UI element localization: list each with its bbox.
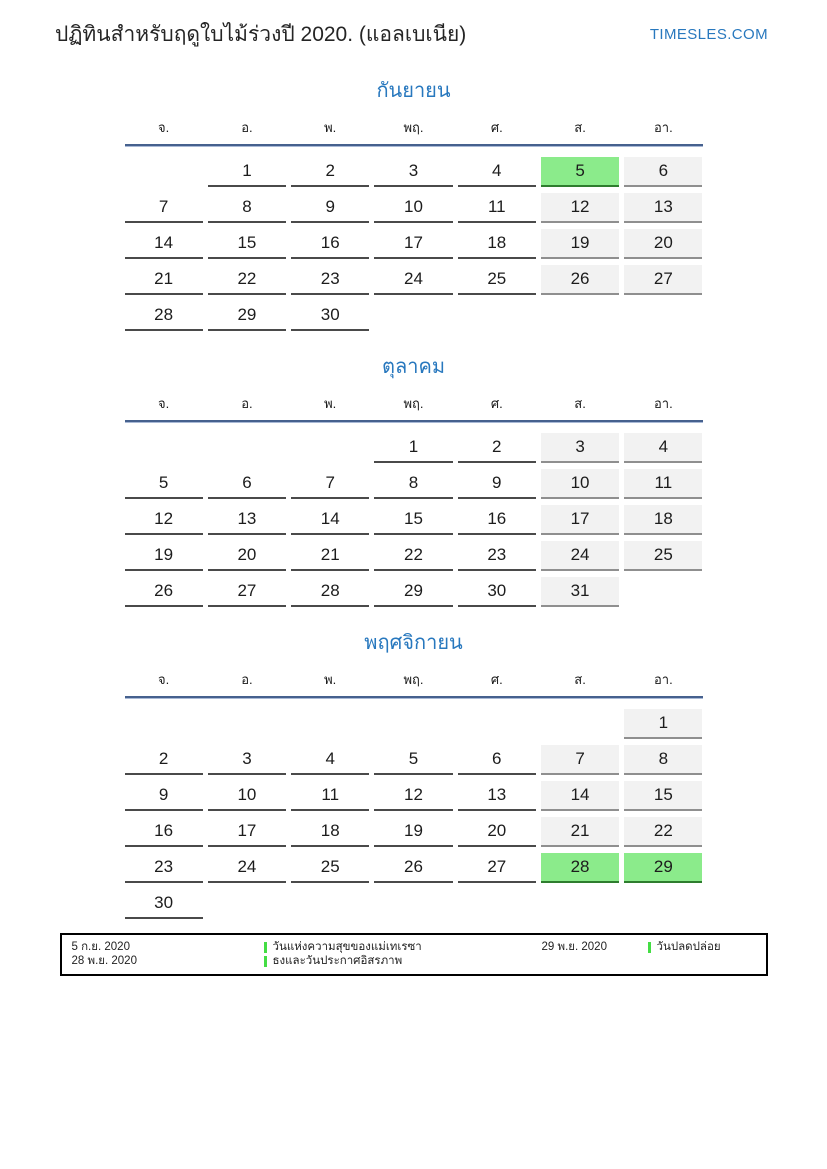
month-divider [125,696,703,699]
day-cell: 9 [125,781,203,811]
holiday-marker-icon [264,956,267,967]
empty-cell [458,301,536,331]
legend-date: 28 พ.ย. 2020 [71,955,137,967]
day-cell: 7 [291,469,369,499]
day-cell: 14 [125,229,203,259]
weekday-label: ส. [574,120,586,135]
day-cell: 9 [458,469,536,499]
day-cell: 25 [624,541,702,571]
day-cell: 8 [208,193,286,223]
weekday-label: พฤ. [403,396,424,411]
holiday-day-cell: 5 [541,157,619,187]
legend-label: วันปลดปล่อย [656,941,721,953]
day-cell: 13 [624,193,702,223]
day-cell: 25 [458,265,536,295]
day-cell: 31 [541,577,619,607]
empty-cell [624,889,702,919]
day-cell: 21 [541,817,619,847]
empty-cell [208,889,286,919]
day-cell: 16 [458,505,536,535]
site-logo[interactable]: TIMESLES.COM [649,26,768,43]
day-cell: 1 [624,709,702,739]
day-cell: 16 [125,817,203,847]
weekday-label: พฤ. [403,672,424,687]
empty-cell [541,889,619,919]
month-section [125,353,703,607]
empty-cell [374,301,452,331]
empty-cell [125,709,203,739]
weekday-label: อา. [653,396,673,411]
day-cell: 19 [125,541,203,571]
week-row [125,505,703,535]
day-cell: 4 [458,157,536,187]
day-cell: 11 [458,193,536,223]
day-cell: 11 [624,469,702,499]
weekday-label: อ. [241,396,253,411]
week-row [125,781,703,811]
week-row [125,709,703,739]
weekday-label: พ. [324,396,337,411]
empty-cell [125,433,203,463]
calendar-grid [125,433,703,607]
day-cell: 15 [374,505,452,535]
day-cell: 26 [541,265,619,295]
day-cell: 1 [374,433,452,463]
day-cell: 15 [208,229,286,259]
legend-label: ธงและวันประกาศอิสรภาพ [272,955,403,967]
day-cell: 30 [458,577,536,607]
weekday-label: ศ. [490,396,503,411]
weekday-label: จ. [158,672,170,687]
weekday-label: จ. [158,120,170,135]
empty-cell [291,709,369,739]
day-cell: 26 [125,577,203,607]
day-cell: 24 [541,541,619,571]
month-title: กันยายน [376,80,451,102]
day-cell: 23 [291,265,369,295]
week-row [125,265,703,295]
month-section [125,77,703,331]
week-row [125,853,703,883]
empty-cell [624,301,702,331]
day-cell: 20 [624,229,702,259]
holiday-day-cell: 28 [541,853,619,883]
page-header [0,0,827,51]
day-cell: 28 [291,577,369,607]
calendar-grid [125,157,703,331]
day-cell: 15 [624,781,702,811]
day-cell: 5 [125,469,203,499]
day-cell: 3 [208,745,286,775]
week-row [125,541,703,571]
day-cell: 4 [291,745,369,775]
empty-cell [208,433,286,463]
holiday-day-cell: 29 [624,853,702,883]
day-cell: 3 [541,433,619,463]
day-cell: 27 [208,577,286,607]
weekday-label: อ. [241,120,253,135]
week-row [125,745,703,775]
day-cell: 17 [541,505,619,535]
week-row [125,433,703,463]
month-title: พฤศจิกายน [364,632,463,654]
day-cell: 23 [125,853,203,883]
day-cell: 12 [541,193,619,223]
day-cell: 6 [208,469,286,499]
day-cell: 30 [291,301,369,331]
legend-date: 29 พ.ย. 2020 [541,941,607,953]
empty-cell [624,577,702,607]
empty-cell [374,889,452,919]
holiday-marker-icon [648,942,651,953]
day-cell: 18 [624,505,702,535]
day-cell: 29 [374,577,452,607]
weekday-label: อา. [653,672,673,687]
empty-cell [208,709,286,739]
empty-cell [458,889,536,919]
weekday-label: ศ. [490,120,503,135]
holiday-marker-icon [264,942,267,953]
day-cell: 28 [125,301,203,331]
day-cell: 2 [458,433,536,463]
day-cell: 13 [458,781,536,811]
day-cell: 18 [458,229,536,259]
weekday-header [125,669,703,696]
day-cell: 18 [291,817,369,847]
day-cell: 6 [458,745,536,775]
day-cell: 25 [291,853,369,883]
weekday-label: อ. [241,672,253,687]
legend-label: วันแห่งความสุขของแม่เทเรซา [272,941,422,953]
week-row [125,157,703,187]
day-cell: 22 [374,541,452,571]
empty-cell [374,709,452,739]
day-cell: 10 [541,469,619,499]
legend-box [60,933,768,976]
day-cell: 2 [291,157,369,187]
day-cell: 10 [374,193,452,223]
day-cell: 13 [208,505,286,535]
week-row [125,469,703,499]
day-cell: 23 [458,541,536,571]
day-cell: 14 [291,505,369,535]
day-cell: 8 [374,469,452,499]
month-section [125,629,703,919]
legend-item [648,940,758,954]
day-cell: 4 [624,433,702,463]
day-cell: 12 [125,505,203,535]
day-cell: 27 [458,853,536,883]
weekday-label: พ. [324,672,337,687]
page-title: ปฏิทินสำหรับฤดูใบไม้ร่วงปี 2020. (แอลเบเนีย) [55,23,467,46]
day-cell: 16 [291,229,369,259]
weekday-label: พฤ. [403,120,424,135]
day-cell: 7 [125,193,203,223]
month-divider [125,144,703,147]
weekday-label: ศ. [490,672,503,687]
day-cell: 19 [374,817,452,847]
calendar-grid [125,709,703,919]
day-cell: 22 [624,817,702,847]
day-cell: 5 [374,745,452,775]
day-cell: 17 [208,817,286,847]
empty-cell [541,301,619,331]
legend-item [264,954,542,968]
week-row [125,229,703,259]
day-cell: 8 [624,745,702,775]
legend-date: 5 ก.ย. 2020 [71,941,130,953]
day-cell: 19 [541,229,619,259]
weekday-header [125,393,703,420]
week-row [125,301,703,331]
weekday-label: จ. [158,396,170,411]
weekday-label: อา. [653,120,673,135]
day-cell: 26 [374,853,452,883]
day-cell: 14 [541,781,619,811]
month-divider [125,420,703,423]
day-cell: 3 [374,157,452,187]
weekday-label: พ. [324,120,337,135]
weekday-label: ส. [574,672,586,687]
day-cell: 24 [208,853,286,883]
empty-cell [541,709,619,739]
legend-item [264,940,542,954]
day-cell: 20 [458,817,536,847]
day-cell: 24 [374,265,452,295]
week-row [125,193,703,223]
day-cell: 30 [125,889,203,919]
day-cell: 27 [624,265,702,295]
empty-cell [291,433,369,463]
day-cell: 6 [624,157,702,187]
day-cell: 11 [291,781,369,811]
day-cell: 9 [291,193,369,223]
day-cell: 10 [208,781,286,811]
day-cell: 7 [541,745,619,775]
day-cell: 17 [374,229,452,259]
day-cell: 20 [208,541,286,571]
day-cell: 12 [374,781,452,811]
week-row [125,577,703,607]
day-cell: 22 [208,265,286,295]
weekday-header [125,117,703,144]
day-cell: 21 [125,265,203,295]
day-cell: 2 [125,745,203,775]
month-title: ตุลาคม [381,356,446,378]
empty-cell [458,709,536,739]
months-container [0,77,827,919]
weekday-label: ส. [574,396,586,411]
day-cell: 21 [291,541,369,571]
week-row [125,889,703,919]
day-cell: 29 [208,301,286,331]
empty-cell [125,157,203,187]
day-cell: 1 [208,157,286,187]
week-row [125,817,703,847]
empty-cell [291,889,369,919]
